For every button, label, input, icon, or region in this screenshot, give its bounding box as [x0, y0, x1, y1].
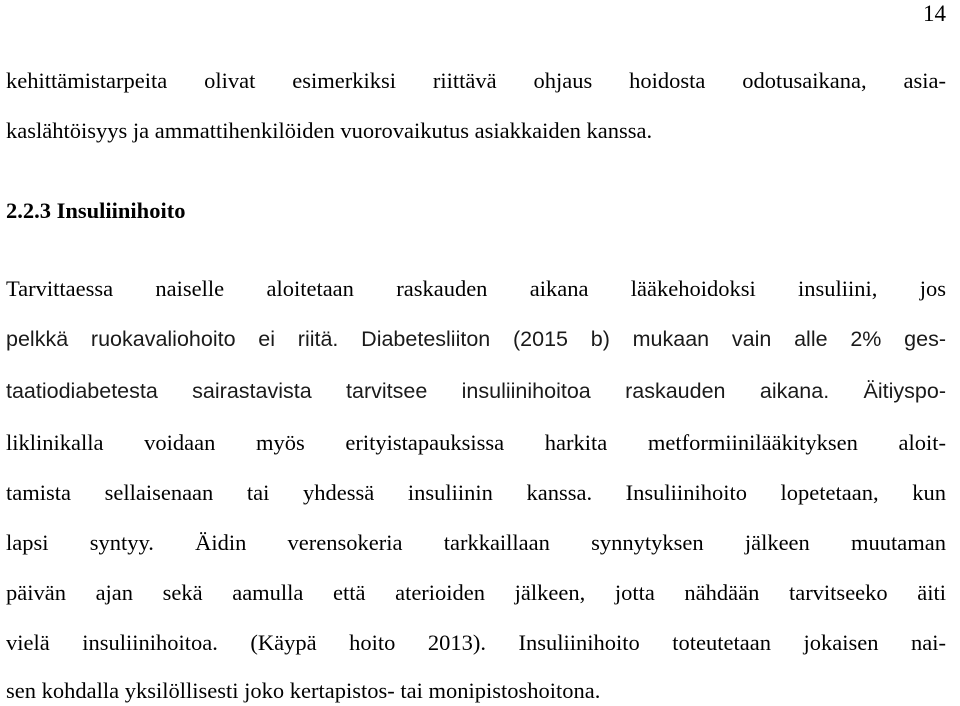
intro-line-1: kehittämistarpeita olivat esimerkiksi riittävä ohjaus hoidosta odotusaikana, asia- — [6, 68, 946, 93]
body-line-6: lapsi syntyy. Äidin verensokeria tarkkaillaan synnytyksen jälkeen muutaman — [6, 530, 946, 555]
body-line-3: taatiodiabetesta sairastavista tarvitsee insuliinihoitoa raskauden aikana. Äitiyspo- — [6, 379, 946, 403]
body-line-7: päivän ajan sekä aamulla että aterioiden jälkeen, jotta nähdään tarvitseeko äiti — [6, 580, 946, 605]
intro-line-2: kaslähtöisyys ja ammattihenkilöiden vuorovaikutus asiakkaiden kanssa. — [6, 118, 653, 143]
body-line-9: sen kohdalla yksilöllisesti joko kertapistos- tai monipistoshoitona. — [6, 678, 601, 703]
body-line-8: vielä insuliinihoitoa. (Käypä hoito 2013). Insuliinihoito toteutetaan jokaisen nai- — [6, 630, 946, 655]
page-number: 14 — [923, 1, 946, 26]
body-line-2: pelkkä ruokavaliohoito ei riitä. Diabetesliiton (2015 b) mukaan vain alle 2% ges- — [6, 327, 946, 351]
body-line-4: liklinikalla voidaan myös erityistapauksissa harkita metformiinilääkityksen aloit- — [6, 430, 946, 455]
body-line-1: Tarvittaessa naiselle aloitetaan raskauden aikana lääkehoidoksi insuliini, jos — [6, 276, 946, 301]
body-line-5: tamista sellaisenaan tai yhdessä insuliinin kanssa. Insuliinihoito lopetetaan, kun — [6, 480, 946, 505]
section-heading: 2.2.3 Insuliinihoito — [6, 198, 186, 223]
